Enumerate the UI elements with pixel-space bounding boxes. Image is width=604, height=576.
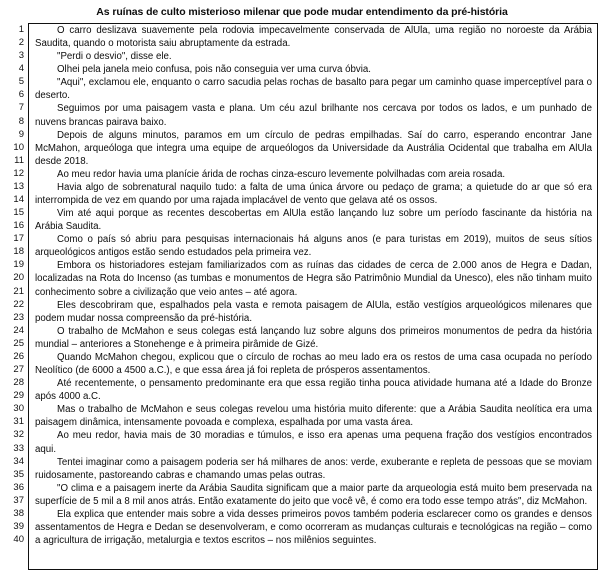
paragraph: O carro deslizava suavemente pela rodovia impecavelmente conservada de AlUla, uma região no noroeste da Arábia Saudita, quando o motorista saiu abruptamente da estrada.: [35, 25, 592, 50]
paragraph: "Perdi o desvio", disse ele.: [57, 51, 172, 63]
line-number: 22: [13, 298, 24, 310]
line-number: 33: [13, 442, 24, 454]
line-number: 31: [13, 416, 24, 428]
line-number: 24: [13, 324, 24, 336]
paragraph: Como o país só abriu para pesquisas internacionais há alguns anos (e para turistas em 2019), muitos de seus sítios arqueológicos antigos estão sendo estudados pela primeira vez.: [35, 234, 592, 259]
document-text-column: [28, 23, 598, 570]
paragraph: Havia algo de sobrenatural naquilo tudo: a falta de uma única árvore ou pedaço de grama; a quietude do ar que só era interrompida de vez em quando por uma rajada implacável de vento que gelava até os ossos.: [35, 181, 592, 207]
document-title: As ruínas de culto misterioso milenar que pode mudar entendimento da pré-história: [96, 6, 508, 18]
line-number: 1: [18, 24, 24, 35]
paragraph: Ao meu redor, havia mais de 30 moradias e túmulos, e isso era apenas uma pequena fração dos vestígios encontrados aqui.: [35, 430, 592, 455]
line-number: 5: [18, 76, 24, 88]
line-number: 14: [13, 194, 24, 206]
line-number: 18: [13, 246, 24, 258]
line-number: 17: [13, 233, 24, 245]
paragraph: Ao meu redor havia uma planície árida de rochas cinza-escuro levemente polvilhadas com areia rosada.: [57, 168, 506, 180]
document-body: [6, 23, 598, 570]
line-number: 9: [18, 128, 24, 140]
line-number: 36: [13, 481, 24, 493]
paragraph: Eles descobriram que, espalhados pela vasta e remota paisagem de AlUla, estão vestígios arqueológicos milenares que podem mudar nossa compreensão da pré-história.: [35, 299, 592, 324]
line-number: 13: [13, 180, 24, 192]
line-number: 32: [13, 429, 24, 441]
line-number: 38: [13, 507, 24, 519]
line-number: 11: [14, 154, 24, 166]
line-number: 8: [18, 115, 24, 127]
line-number: 25: [13, 337, 24, 349]
line-number: 27: [13, 364, 24, 376]
line-number: 37: [13, 494, 24, 506]
line-number: 10: [13, 141, 24, 153]
line-number: 28: [13, 377, 24, 389]
line-number: 35: [13, 468, 24, 480]
line-number: 23: [13, 311, 24, 323]
line-number: 19: [13, 259, 24, 271]
line-number: 34: [13, 455, 24, 467]
line-number: 16: [13, 220, 24, 232]
paragraph: Vim até aqui porque as recentes descobertas em AlUla estão lançando luz sobre um período fascinante da história na Arábia Saudita.: [35, 208, 592, 233]
paragraph: Tentei imaginar como a paisagem poderia ser há milhares de anos: verde, exuberante e repleta de pessoas que se moviam ruidosamente, pastoreando cabras e chamando umas pelas outras.: [35, 456, 592, 481]
line-number: 2: [18, 37, 24, 49]
line-number: 26: [13, 350, 24, 362]
paragraph: Mas o trabalho de McMahon e seus colegas revelou uma história muito diferente: que a Arábia Saudita neolítica era uma paisagem dinâmica, intensamente povoada e complexa, espalhada por uma vasta área.: [35, 404, 592, 429]
paragraph: Embora os historiadores estejam familiarizados com as ruínas das cidades de cerca de 2.000 anos de Hegra e Dadan, localizadas na Rota do Incenso (as tumbas e monumentos de Hegra são Patrimônio Mundial da Unesco), eles não tinham muito conhecimento sobre a civilização que veio antes – até agora.: [35, 260, 592, 298]
line-number: 4: [18, 63, 24, 75]
paragraph: Olhei pela janela meio confusa, pois não conseguia ver uma curva óbvia.: [57, 64, 371, 76]
paragraph: Seguimos por uma paisagem vasta e plana. Um céu azul brilhante nos cercava por todos os lados, e um punhado de nuvens brancas pairava baixo.: [35, 103, 592, 128]
line-number: 40: [13, 534, 24, 546]
line-number: 3: [18, 50, 24, 62]
paragraph: Quando McMahon chegou, explicou que o círculo de rochas ao meu lado era os restos de uma casa ocupada no período Neolítico (de 6000 a 4500 a.C.), e que essa área já foi repleta de prósperos assentamentos.: [35, 351, 592, 377]
paragraph: Depois de alguns minutos, paramos em um círculo de pedras empilhadas. Saí do carro, esperando encontrar Jane McMahon, arqueóloga que integra uma equipe de arqueólogos da Universidade da Austrália Ocidental que trabalha em AlUla desde 2018.: [35, 129, 592, 167]
line-number: 30: [13, 403, 24, 415]
paragraph: O trabalho de McMahon e seus colegas está lançando luz sobre alguns dos primeiros monumentos de pedra da história mundial – anteriores a Stonehenge e à primeira pirâmide de Gizé.: [35, 325, 592, 350]
paragraph: "Aqui", exclamou ele, enquanto o carro sacudia pelas rochas de basalto para pegar um caminho quase imperceptível para o deserto.: [35, 77, 592, 102]
line-number: 21: [13, 285, 24, 297]
line-number-gutter: [6, 23, 28, 546]
line-number: 12: [13, 167, 24, 179]
line-number: 15: [13, 207, 24, 219]
line-number: 39: [13, 520, 24, 532]
paragraph: Até recentemente, o pensamento predominante era que essa região tinha pouca atividade humana até a Idade do Bronze após 4000 a.C.: [35, 378, 592, 403]
line-number: 29: [13, 390, 24, 402]
line-number: 7: [18, 102, 24, 114]
paragraph: "O clima e a paisagem inerte da Arábia Saudita significam que a maior parte da arqueologia está muito bem preservada na superfície de 5 mil a 8 mil anos atrás. Então exatamente do jeito que você vê, é como era todo esse tempo atrás", diz McMahon.: [35, 482, 592, 507]
paragraph: Ela explica que entender mais sobre a vida desses primeiros povos também poderia esclarecer como os grandes e densos assentamentos de Hegra e Dedan se desenvolveram, e como ocorreram as mudanças culturais e tecnológicas na região – como a agricultura de irrigação, metalurgia e textos escritos – nos milênios seguintes.: [35, 508, 592, 547]
line-number: 20: [13, 272, 24, 284]
line-number: 6: [18, 89, 24, 101]
